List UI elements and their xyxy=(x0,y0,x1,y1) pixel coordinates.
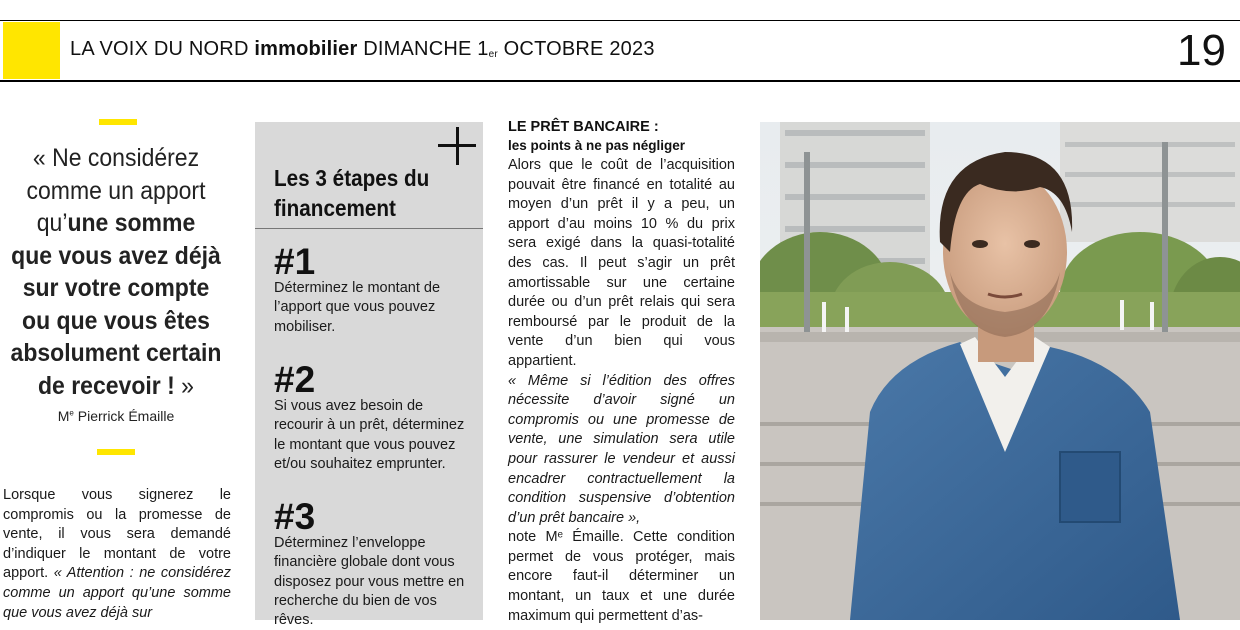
header-rule-bottom xyxy=(0,80,1240,82)
step-number: #2 xyxy=(274,359,316,400)
portrait-photo xyxy=(760,122,1240,620)
step-text: Déterminez le montant de l’apport que vous pouvez mobiliser. xyxy=(274,280,441,335)
steps-box-title: Les 3 étapes du financement xyxy=(274,165,430,221)
plus-icon xyxy=(438,127,476,165)
article-heading: LE PRÊT BANCAIRE : xyxy=(508,119,659,135)
left-column-text: Lorsque vous signerez le compromis ou la promesse de vente, il vous sera demandé d’indiquer le montant de votre apport. « Attention : ne considérez comme un apport qu’une somme que vous avez déjà sur xyxy=(3,487,231,621)
pull-quote: « Ne considérez comme un apport qu’une somme que vous avez déjà sur votre compte ou que vous êtes absolument certain de recevoir ! » xyxy=(10,144,222,400)
header-title: LA VOIX DU NORD immobilier DIMANCHE 1er OCTOBRE 2023 xyxy=(70,38,655,60)
header-rule-top xyxy=(0,20,1240,21)
middle-column-text: Alors que le coût de l’acquisition pouvait être financé en totalité au moyen d’un prêt il y a peu, un apport d’au moins 10 % du prix sera exigé dans la quasi-totalité des cas. Il peut s’agir un prêt amortissable sur une certaine durée ou d’un prêt relais qui sera remboursé par le produit de la vente d’un bien qui vous appartient. « Même si l’édition des offres nécessite d’avoir signé un compromis ou une promesse de vente, une simulation sera utile pour rassurer le vendeur et aussi encadrer contractuellement la condition suspensive d’obtention d’un prêt bancaire », note Mᵉ Émaille. Cette condition permet de vous protéger, mais encore faut-il déterminer un montant, un taux et une durée maximum qui permettent d’as- xyxy=(508,157,735,624)
quote-dash-top xyxy=(99,119,137,125)
quote-dash-bottom xyxy=(97,449,135,455)
step-number: #1 xyxy=(274,241,316,282)
article-subheading: les points à ne pas négliger xyxy=(508,138,686,153)
step-number: #3 xyxy=(274,496,316,537)
brand-yellow-square xyxy=(3,22,60,79)
step-text: Déterminez l’enveloppe financière globale dont vous disposez pour vous mettre en recherche du bien de vos rêves. xyxy=(274,535,465,629)
quote-author: Me Pierrick Émaille xyxy=(57,408,175,424)
page-number: 19 xyxy=(1177,26,1226,75)
steps-box-divider xyxy=(255,228,483,229)
step-text: Si vous avez besoin de recourir à un prêt, déterminez le montant que vous pouvez et/ou souhaitez emprunter. xyxy=(274,398,465,472)
